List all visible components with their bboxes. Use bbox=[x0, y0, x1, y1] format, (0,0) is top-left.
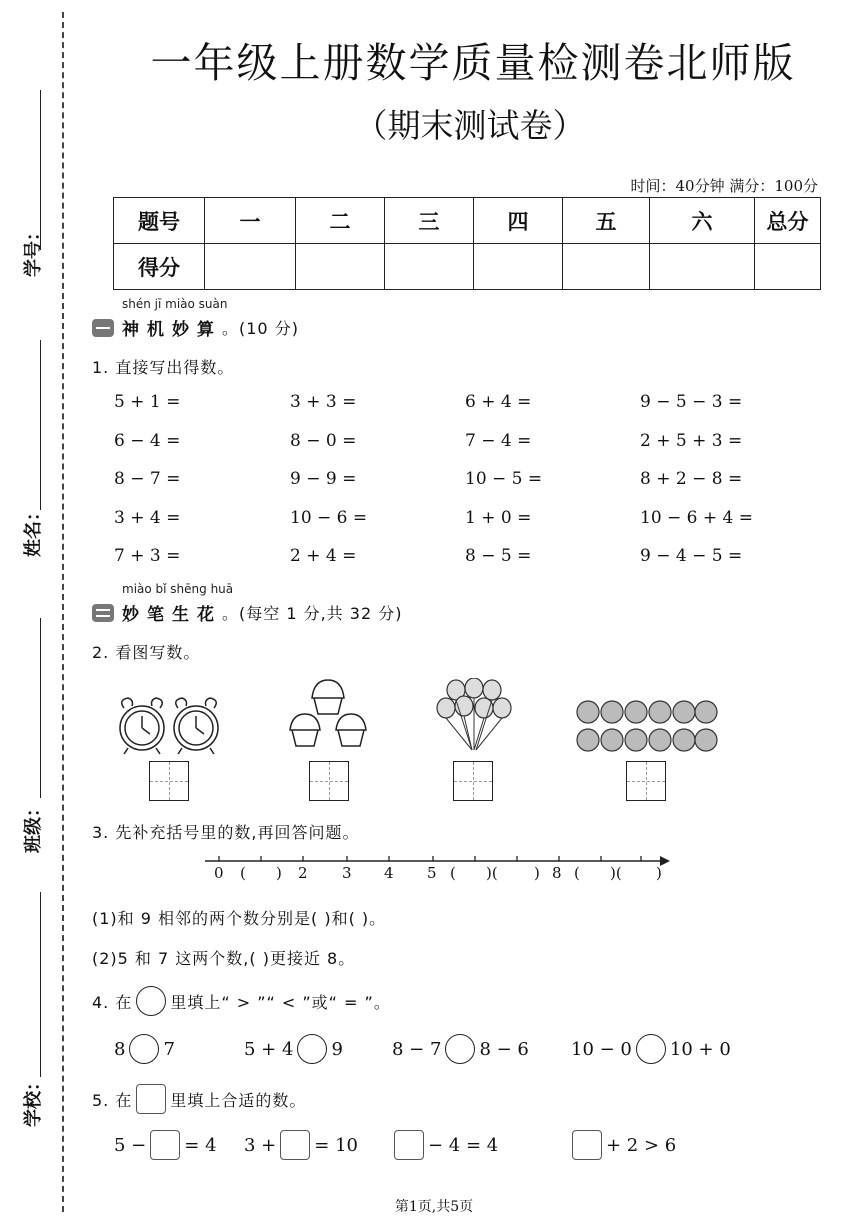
numberline-blank-close: ) bbox=[534, 864, 540, 882]
compare-circle-input[interactable] bbox=[445, 1034, 475, 1064]
numberline-label: 0 bbox=[214, 864, 224, 882]
calc-item[interactable]: 8 − 0 = bbox=[290, 431, 357, 451]
fill-box-input[interactable] bbox=[280, 1130, 310, 1160]
student-name-line bbox=[40, 340, 41, 510]
calc-item[interactable]: 5 + 1 = bbox=[114, 392, 181, 412]
question5-prompt-post: 里填上合适的数。 bbox=[170, 1090, 307, 1110]
compare-item bbox=[114, 1034, 175, 1064]
answer-box-apples[interactable] bbox=[626, 761, 666, 801]
compare-circle-input[interactable] bbox=[636, 1034, 666, 1064]
numberline-label: 3 bbox=[342, 864, 352, 882]
section1-pinyin: shén jī miào suàn bbox=[122, 297, 228, 311]
numberline-label: 5 bbox=[427, 864, 437, 882]
fill-box-input[interactable] bbox=[572, 1130, 602, 1160]
fill-right: + 2 > 6 bbox=[606, 1134, 677, 1156]
score-header-cell: 四 bbox=[474, 198, 563, 244]
fill-item bbox=[390, 1130, 498, 1160]
compare-right: 7 bbox=[163, 1038, 175, 1060]
question3-part2[interactable]: (2)5 和 7 这两个数,( )更接近 8。 bbox=[92, 949, 356, 968]
score-row-label: 得分 bbox=[114, 244, 205, 290]
calc-item[interactable]: 6 + 4 = bbox=[465, 392, 532, 412]
school-line bbox=[40, 892, 41, 1077]
answer-box-balloons[interactable] bbox=[453, 761, 493, 801]
score-table-score-row bbox=[114, 244, 821, 290]
calc-item[interactable]: 3 + 3 = bbox=[290, 392, 357, 412]
calc-item[interactable]: 8 − 5 = bbox=[465, 546, 532, 566]
numberline-blank-mid[interactable]: )( bbox=[610, 864, 622, 882]
compare-left: 5 + 4 bbox=[244, 1038, 294, 1060]
numberline-blank-mid[interactable]: )( bbox=[486, 864, 498, 882]
page-subtitle: （期末测试卷） bbox=[354, 106, 586, 145]
calc-item[interactable]: 10 − 6 = bbox=[290, 508, 368, 528]
section2-header bbox=[92, 600, 402, 625]
section2-title: 妙笔生花 bbox=[122, 605, 222, 625]
score-header-cell: 二 bbox=[296, 198, 385, 244]
question3-part1[interactable]: (1)和 9 相邻的两个数分别是( )和( )。 bbox=[92, 909, 387, 928]
calc-item[interactable]: 6 − 4 = bbox=[114, 431, 181, 451]
page-title: 一年级上册数学质量检测卷北师版 bbox=[150, 39, 796, 87]
question4-prompt-pre: 4. 在 bbox=[92, 992, 133, 1012]
compare-left: 8 bbox=[114, 1038, 126, 1060]
square-box-icon bbox=[136, 1084, 166, 1114]
compare-right: 10 + 0 bbox=[669, 1038, 731, 1060]
calc-item[interactable]: 7 + 3 = bbox=[114, 546, 181, 566]
score-cell[interactable] bbox=[474, 244, 563, 290]
compare-item bbox=[392, 1034, 529, 1064]
circle-symbol-icon bbox=[136, 986, 166, 1016]
student-id-label: 学号： bbox=[23, 223, 44, 277]
fill-box-input[interactable] bbox=[150, 1130, 180, 1160]
score-cell[interactable] bbox=[205, 244, 296, 290]
score-cell[interactable] bbox=[650, 244, 755, 290]
numberline-blank-open[interactable]: ( bbox=[574, 864, 580, 882]
section1-header bbox=[92, 315, 299, 340]
student-name-label: 姓名： bbox=[23, 503, 44, 557]
section1-note: 。(10 分) bbox=[222, 319, 299, 338]
compare-left: 8 − 7 bbox=[392, 1038, 442, 1060]
calc-item[interactable]: 2 + 4 = bbox=[290, 546, 357, 566]
fill-left: 3 + bbox=[244, 1134, 277, 1156]
compare-circle-input[interactable] bbox=[297, 1034, 327, 1064]
calc-item[interactable]: 2 + 5 + 3 = bbox=[640, 431, 743, 451]
apples-picture bbox=[574, 698, 720, 756]
page-footer: 第1页,共5页 bbox=[394, 1199, 474, 1215]
question4-prompt bbox=[92, 986, 391, 1016]
compare-item bbox=[244, 1034, 343, 1064]
compare-circle-input[interactable] bbox=[129, 1034, 159, 1064]
class-line bbox=[40, 618, 41, 798]
score-cell[interactable] bbox=[385, 244, 474, 290]
score-header-cell: 题号 bbox=[114, 198, 205, 244]
compare-left: 10 − 0 bbox=[571, 1038, 632, 1060]
numberline-blank-close: ) bbox=[656, 864, 662, 882]
compare-right: 8 − 6 bbox=[479, 1038, 529, 1060]
score-cell[interactable] bbox=[755, 244, 821, 290]
section2-note: 。(每空 1 分,共 32 分) bbox=[222, 604, 403, 623]
section1-title: 神机妙算 bbox=[122, 320, 222, 340]
calc-item[interactable]: 9 − 4 − 5 = bbox=[640, 546, 743, 566]
section1-number-badge bbox=[92, 319, 114, 337]
alarm-clocks-picture bbox=[112, 694, 224, 756]
calc-item[interactable]: 1 + 0 = bbox=[465, 508, 532, 528]
question2-prompt: 2. 看图写数。 bbox=[92, 643, 201, 662]
question1-prompt: 1. 直接写出得数。 bbox=[92, 358, 235, 377]
question4-prompt-post: 里填上“ > ”“ < ”或“ = ”。 bbox=[170, 992, 391, 1012]
score-table bbox=[113, 197, 821, 290]
section2-number-badge bbox=[92, 604, 114, 622]
student-id-line bbox=[40, 90, 41, 250]
question5-prompt-pre: 5. 在 bbox=[92, 1090, 133, 1110]
calc-item[interactable]: 7 − 4 = bbox=[465, 431, 532, 451]
number-line bbox=[205, 854, 670, 868]
fill-right: − 4 = 4 bbox=[428, 1134, 499, 1156]
school-label: 学校： bbox=[23, 1073, 44, 1127]
cupcakes-picture bbox=[286, 676, 372, 756]
calc-item[interactable]: 10 − 6 + 4 = bbox=[640, 508, 754, 528]
section2-pinyin: miào bǐ shēng huā bbox=[122, 582, 234, 596]
calc-item[interactable]: 9 − 9 = bbox=[290, 469, 357, 489]
score-header-cell: 三 bbox=[385, 198, 474, 244]
numberline-label: 2 bbox=[298, 864, 308, 882]
score-cell[interactable] bbox=[563, 244, 650, 290]
question5-prompt bbox=[92, 1084, 306, 1114]
calc-item[interactable]: 8 − 7 = bbox=[114, 469, 181, 489]
score-cell[interactable] bbox=[296, 244, 385, 290]
numberline-blank-close: ) bbox=[276, 864, 282, 882]
numberline-label: 4 bbox=[384, 864, 394, 882]
answer-box-clocks[interactable] bbox=[149, 761, 189, 801]
fill-right: = 4 bbox=[184, 1134, 217, 1156]
question3-prompt: 3. 先补充括号里的数,再回答问题。 bbox=[92, 823, 360, 842]
score-header-cell: 六 bbox=[650, 198, 755, 244]
score-header-cell: 五 bbox=[563, 198, 650, 244]
calc-item[interactable]: 8 + 2 − 8 = bbox=[640, 469, 743, 489]
compare-right: 9 bbox=[331, 1038, 343, 1060]
score-table-header-row bbox=[114, 198, 821, 244]
calc-item[interactable]: 10 − 5 = bbox=[465, 469, 543, 489]
calc-item[interactable]: 3 + 4 = bbox=[114, 508, 181, 528]
class-label: 班级： bbox=[23, 799, 44, 853]
compare-item bbox=[571, 1034, 731, 1064]
fill-left: 5 − bbox=[114, 1134, 147, 1156]
fill-item bbox=[568, 1130, 676, 1160]
numberline-blank-open[interactable]: ( bbox=[240, 864, 246, 882]
binding-dashed-line bbox=[62, 12, 64, 1212]
fill-item bbox=[114, 1130, 217, 1160]
fill-right: = 10 bbox=[314, 1134, 358, 1156]
numberline-label: 8 bbox=[552, 864, 562, 882]
score-header-cell: 一 bbox=[205, 198, 296, 244]
answer-box-cupcakes[interactable] bbox=[309, 761, 349, 801]
numberline-blank-open[interactable]: ( bbox=[450, 864, 456, 882]
calc-item[interactable]: 9 − 5 − 3 = bbox=[640, 392, 743, 412]
balloons-picture bbox=[434, 678, 514, 760]
exam-meta: 时间：40分钟 满分：100分 bbox=[630, 177, 818, 195]
fill-item bbox=[244, 1130, 358, 1160]
fill-box-input[interactable] bbox=[394, 1130, 424, 1160]
score-header-cell: 总分 bbox=[755, 198, 821, 244]
